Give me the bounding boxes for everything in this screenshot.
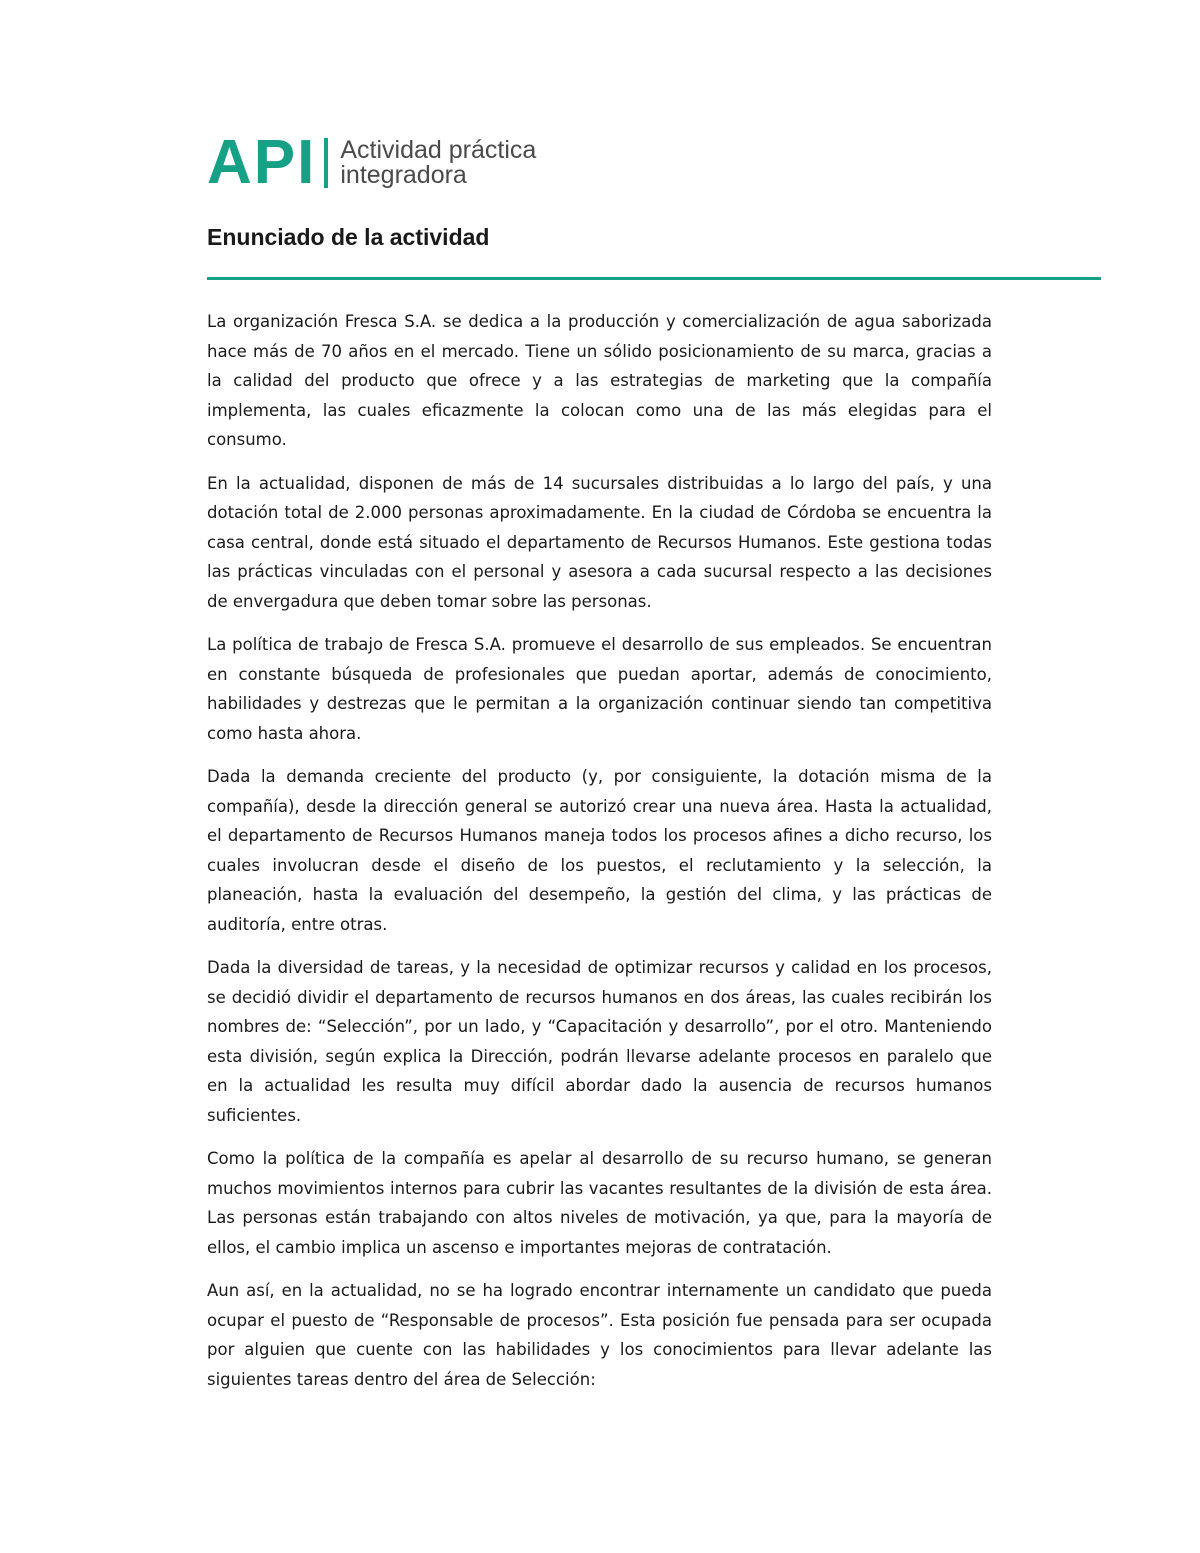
paragraph-7: Aun así, en la actualidad, no se ha logrado encontrar internamente un candidato que pueda ocupar el puesto de “Responsable de procesos”. Esta posición fue pensada para ser ocupada por alguien que cuente con las habilidades y los conocimientos para llevar adelante las siguientes tareas dentro del área de Selección: [207, 1281, 992, 1389]
document-body [207, 307, 992, 1408]
api-logo [207, 128, 537, 197]
title-divider [207, 277, 1101, 280]
logo-mark: API [207, 128, 317, 197]
paragraph-3: La política de trabajo de Fresca S.A. promueve el desarrollo de sus empleados. Se encuentran en constante búsqueda de profesionales que puedan aportar, además de conocimiento, habilidades y destrezas que le permitan a la organización continuar siendo tan competitiva como hasta ahora. [207, 635, 992, 743]
logo-divider [324, 138, 328, 188]
logo-line-2: integradora [340, 161, 467, 189]
paragraph-5: Dada la diversidad de tareas, y la necesidad de optimizar recursos y calidad en los procesos, se decidió dividir el departamento de recursos humanos en dos áreas, las cuales recibirán los nombres de: “Selección”, por un lado, y “Capacitación y desarrollo”, por el otro. Manteniendo esta división, según explica la Dirección, podrán llevarse adelante procesos en paralelo que en la actualidad les resulta muy difícil abordar dado la ausencia de recursos humanos suficientes. [207, 958, 992, 1125]
logo-wordmark [340, 138, 536, 188]
page-title: Enunciado de la actividad [207, 224, 490, 250]
logo-line-1: Actividad práctica [340, 136, 537, 164]
paragraph-4: Dada la demanda creciente del producto (y, por consiguiente, la dotación misma de la compañía), desde la dirección general se autorizó crear una nueva área. Hasta la actualidad, el departamento de Recursos Humanos maneja todos los procesos afines a dicho recurso, los cuales involucran desde el diseño de los puestos, el reclutamiento y la selección, la planeación, hasta la evaluación del desempeño, la gestión del clima, y las prácticas de auditoría, entre otras. [207, 767, 992, 934]
paragraph-1: La organización Fresca S.A. se dedica a la producción y comercialización de agua saborizada hace más de 70 años en el mercado. Tiene un sólido posicionamiento de su marca, gracias a la calidad del producto que ofrece y a las estrategias de marketing que la compañía implementa, las cuales eficazmente la colocan como una de las más elegidas para el consumo. [207, 312, 992, 449]
paragraph-2: En la actualidad, disponen de más de 14 sucursales distribuidas a lo largo del país, y una dotación total de 2.000 personas aproximadamente. En la ciudad de Córdoba se encuentra la casa central, donde está situado el departamento de Recursos Humanos. Este gestiona todas las prácticas vinculadas con el personal y asesora a cada sucursal respecto a las decisiones de envergadura que deben tomar sobre las personas. [207, 473, 992, 611]
paragraph-6: Como la política de la compañía es apelar al desarrollo de su recurso humano, se generan muchos movimientos internos para cubrir las vacantes resultantes de la división de esta área. Las personas están trabajando con altos niveles de motivación, ya que, para la mayoría de ellos, el cambio implica un ascenso e importantes mejoras de contratación. [207, 1149, 992, 1257]
